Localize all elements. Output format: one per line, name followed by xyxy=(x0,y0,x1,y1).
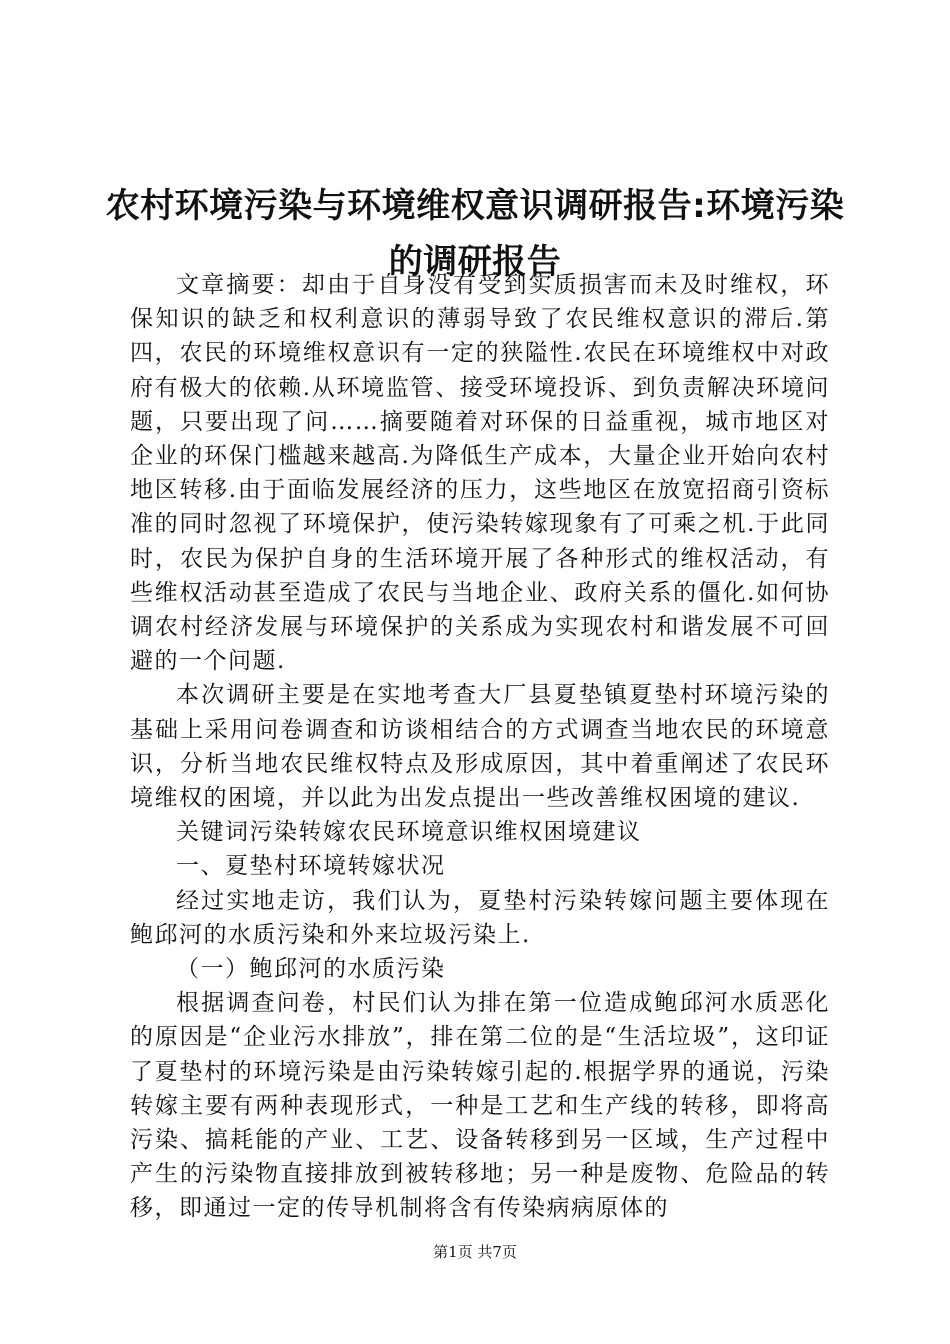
subsection-heading: （一）鲍邱河的水质污染 xyxy=(176,956,446,983)
body-paragraph: 经过实地走访，我们认为，夏垫村污染转嫁问题主要体现在鲍邱河的水质污染和外来垃圾污染上. xyxy=(130,887,830,948)
body-paragraph: 根据调查问卷，村民们认为排在第一位造成鲍邱河水质恶化的原因是“企业污水排放”，排在第二位的是“生活垃圾”，这印证了夏垫村的环境污染是由污染转嫁引起的.根据学界的通说，污染转嫁主要有两种表现形式，一种是工艺和生产线的转移，即将高污染、搞耗能的产业、工艺、设备转移到另一区域，生产过程中产生的污染物直接排放到被转移地；另一种是废物、危险品的转移，即通过一定的传导机制将含有传染病病原体的 xyxy=(130,990,830,1222)
research-intro-paragraph: 本次调研主要是在实地考查大厂县夏垫镇夏垫村环境污染的基础上采用问卷调查和访谈相结合的方式调查当地农民的环境意识，分析当地农民维权特点及形成原因，其中着重阐述了农民环境维权的困境，并以此为出发点提出一些改善维权困境的建议. xyxy=(130,682,830,812)
section-heading: 一、夏垫村环境转嫁状况 xyxy=(176,853,446,880)
keywords-line: 关键词污染转嫁农民环境意识维权困境建议 xyxy=(176,819,642,846)
abstract-paragraph: 文章摘要：却由于自身没有受到实质损害而未及时维权，环保知识的缺乏和权利意识的薄弱导致了农民维权意识的滞后.第四，农民的环境维权意识有一定的狭隘性.农民在环境维权中对政府有极大的依赖.从环境监管、接受环境投诉、到负责解决环境问题，只要出现了问……摘要随着对环保的日益重视，城市地区对企业的环保门槛越来越高.为降低生产成本，大量企业开始向农村地区转移.由于面临发展经济的压力，这些地区在放宽招商引资标准的同时忽视了环境保护，使污染转嫁现象有了可乘之机.于此同时，农民为保护自身的生活环境开展了各种形式的维权活动，有些维权活动甚至造成了农民与当地企业、政府关系的僵化.如何协调农村经济发展与环境保护的关系成为实现农村和谐发展不可回避的一个问题. xyxy=(130,272,830,675)
document-title: 农村环境污染与环境维权意识调研报告:环境污染的调研报告 xyxy=(105,186,845,282)
page-number-footer: 第1页 共7页 xyxy=(433,1243,517,1261)
document-body xyxy=(130,268,830,1226)
